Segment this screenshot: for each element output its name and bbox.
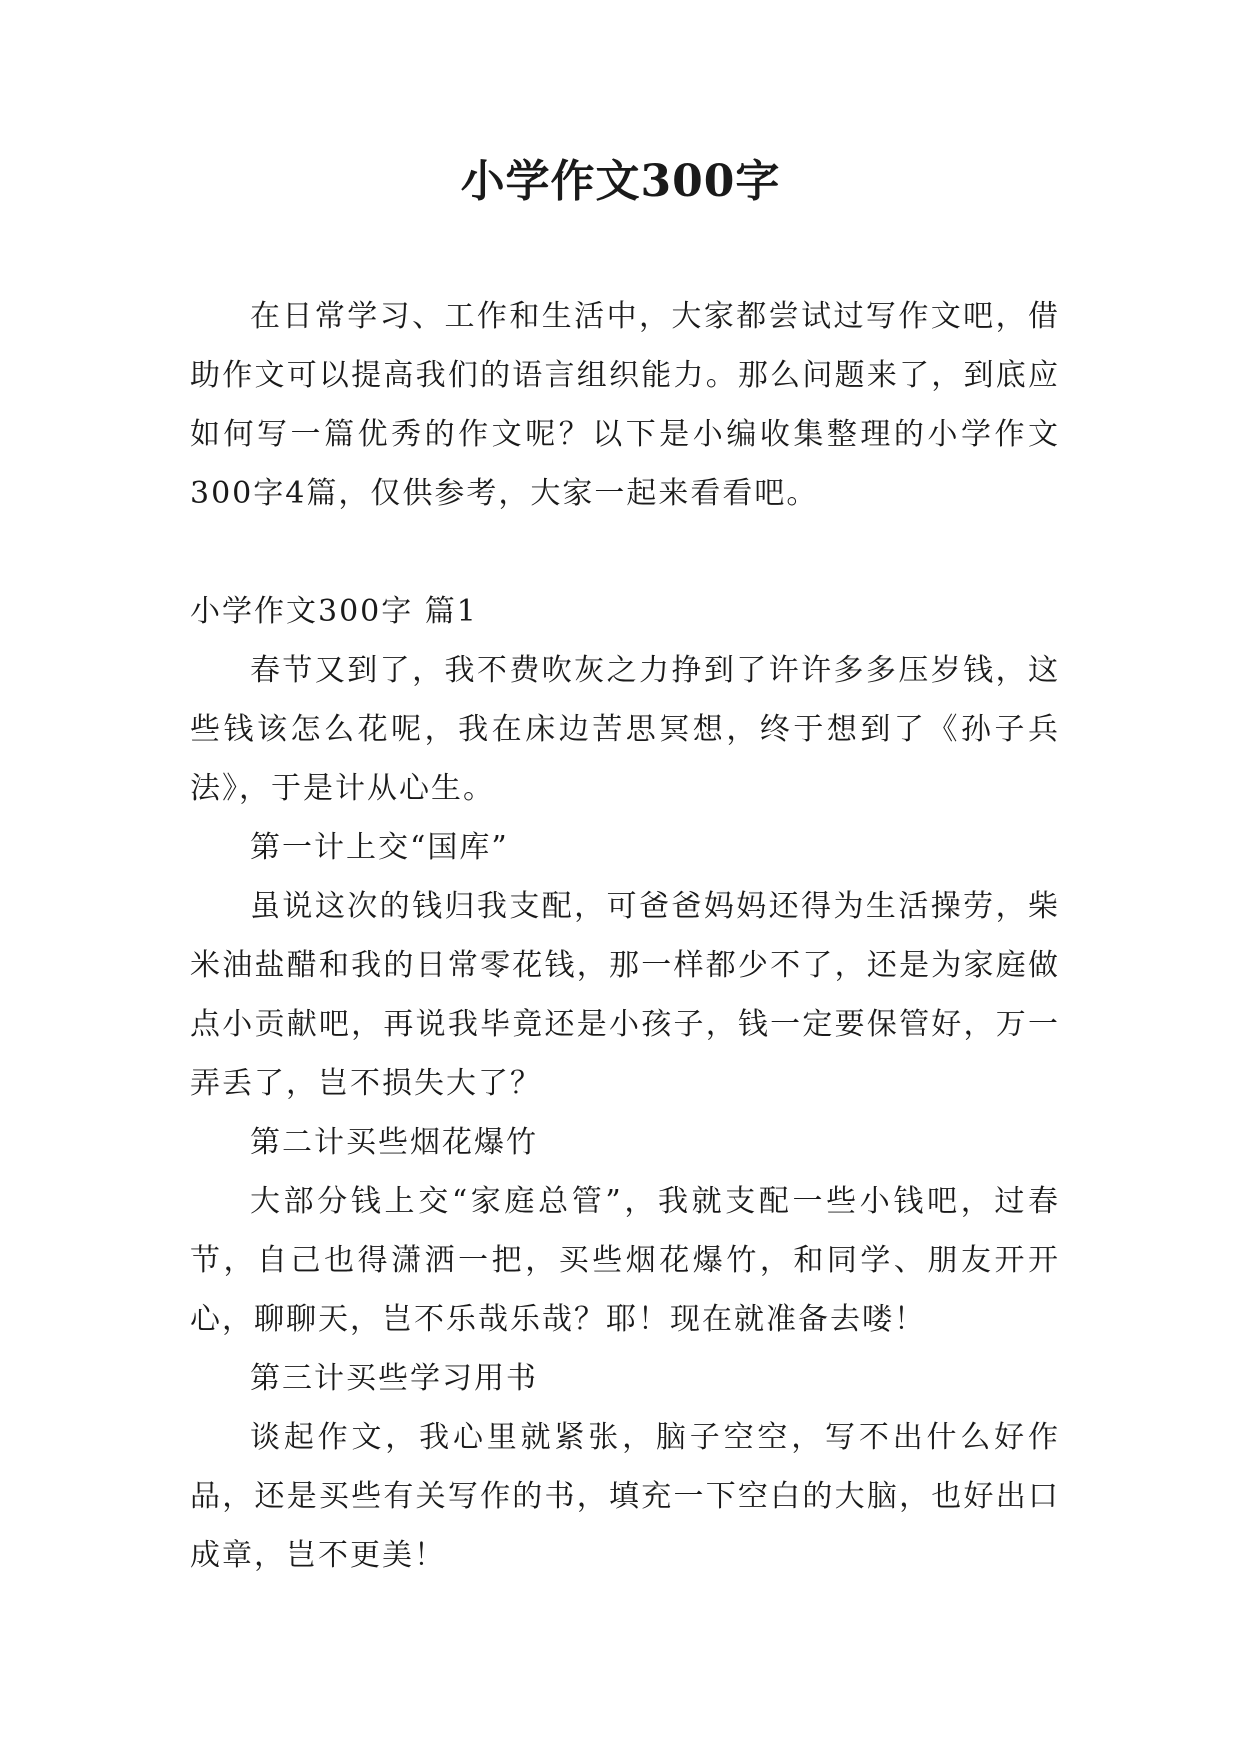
subheading: 第三计买些学习用书 bbox=[250, 1361, 538, 1396]
subheading: 第一计上交“国库” bbox=[250, 830, 509, 865]
paragraph: 虽说这次的钱归我支配，可爸爸妈妈还得为生活操劳，柴米油盐醋和我的日常零花钱，那一样都少不了，还是为家庭做点小贡献吧，再说我毕竟还是小孩子，钱一定要保管好，万一弄丢了，岂不损失大了？ bbox=[190, 889, 1060, 1101]
intro-paragraph: 在日常学习、工作和生活中，大家都尝试过写作文吧，借助作文可以提高我们的语言组织能力。那么问题来了，到底应如何写一篇优秀的作文呢？以下是小编收集整理的小学作文300字4篇，仅供参考，大家一起来看看吧。 bbox=[190, 299, 1060, 511]
page-title: 小学作文300字 bbox=[460, 156, 781, 207]
paragraph: 春节又到了，我不费吹灰之力挣到了许许多多压岁钱，这些钱该怎么花呢，我在床边苦思冥想，终于想到了《孙子兵法》，于是计从心生。 bbox=[190, 653, 1060, 806]
paragraph-spacer bbox=[190, 523, 1060, 582]
paragraph: 谈起作文，我心里就紧张，脑子空空，写不出什么好作品，还是买些有关写作的书，填充一下空白的大脑，也好出口成章，岂不更美！ bbox=[190, 1420, 1060, 1573]
subheading: 第二计买些烟花爆竹 bbox=[250, 1125, 538, 1160]
paragraph: 大部分钱上交“家庭总管”，我就支配一些小钱吧，过春节，自己也得潇洒一把，买些烟花爆竹，和同学、朋友开开心，聊聊天，岂不乐哉乐哉？耶！现在就准备去喽！ bbox=[190, 1184, 1060, 1337]
document-body bbox=[190, 287, 1060, 1585]
section-heading: 小学作文300字 篇1 bbox=[190, 594, 478, 629]
